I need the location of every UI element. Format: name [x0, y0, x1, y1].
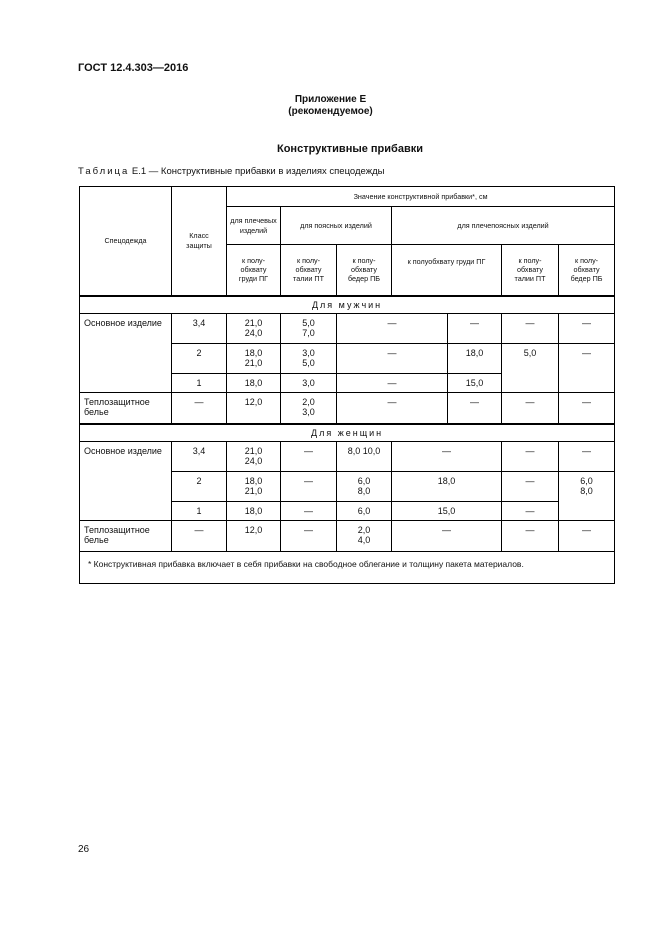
value-cell: — — [281, 472, 337, 502]
value-cell: — — [337, 374, 448, 393]
garment-cell: Основное изделие — [80, 314, 172, 393]
value-cell: — — [337, 393, 448, 424]
value-cell: — — [502, 521, 559, 552]
value-cell: — — [448, 314, 502, 344]
value-cell: — — [559, 442, 615, 472]
value-cell: 3,0 — [281, 374, 337, 393]
value-cell: — — [392, 521, 502, 552]
value-cell: 12,0 — [227, 521, 281, 552]
table-footnote: * Конструктивная прибавка включает в себя прибавки на свободное облегание и толщину пакета материалов. — [80, 552, 615, 584]
value-cell: 18,0 — [227, 502, 281, 521]
pb-header: к полу-обхвату бедер ПБ — [337, 245, 392, 296]
garment-header: Спецодежда — [80, 187, 172, 296]
value-cell: 6,0 8,0 — [337, 472, 392, 502]
pt-header-2: к полу-обхвату талии ПТ — [502, 245, 559, 296]
appendix-title: Приложение Е — [294, 94, 367, 105]
value-cell: — — [502, 314, 559, 344]
value-cell: 18,0 — [392, 472, 502, 502]
value-cell: 21,0 24,0 — [227, 442, 281, 472]
pg-wide-header: к полуобхвату груди ПГ — [392, 245, 502, 296]
value-cell: 5,0 — [502, 344, 559, 393]
value-cell: 8,0 10,0 — [337, 442, 392, 472]
value-cell: — — [559, 393, 615, 424]
value-cell: — — [337, 314, 448, 344]
value-cell: 18,0 21,0 — [227, 344, 281, 374]
table-caption: Таблица Е.1 — Конструктивные прибавки в изделиях спецодежды — [78, 166, 385, 177]
value-cell: 3,0 5,0 — [281, 344, 337, 374]
belt-header: для поясных изделий — [281, 207, 392, 245]
value-cell: 5,0 7,0 — [281, 314, 337, 344]
value-cell: 21,0 24,0 — [227, 314, 281, 344]
document-id: ГОСТ 12.4.303—2016 — [78, 62, 189, 74]
appendix-subtitle: (рекомендуемое) — [288, 106, 373, 117]
value-cell: 12,0 — [227, 393, 281, 424]
table-row — [80, 442, 615, 472]
value-cell: — — [559, 521, 615, 552]
table-row — [80, 314, 615, 344]
shoulder-header: для плечевых изделий — [227, 207, 281, 245]
value-cell: — — [281, 442, 337, 472]
value-cell: — — [559, 314, 615, 344]
value-cell: — — [502, 393, 559, 424]
value-cell: — — [502, 502, 559, 521]
table-row — [80, 521, 615, 552]
value-cell: 18,0 — [448, 344, 502, 374]
pt-header: к полу-обхвату талии ПТ — [281, 245, 337, 296]
class-cell: — — [172, 393, 227, 424]
value-cell: — — [281, 502, 337, 521]
allowances-table — [79, 186, 615, 584]
value-header: Значение конструктивной прибавки*, см — [227, 187, 615, 207]
class-cell: 1 — [172, 374, 227, 393]
value-cell: 6,0 — [337, 502, 392, 521]
garment-cell: Основное изделие — [80, 442, 172, 521]
value-cell: 15,0 — [448, 374, 502, 393]
class-cell: 1 — [172, 502, 227, 521]
value-cell: 6,0 8,0 — [559, 472, 615, 521]
value-cell: 2,0 3,0 — [281, 393, 337, 424]
pg-header: к полу-обхвату груди ПГ — [227, 245, 281, 296]
page-number: 26 — [78, 844, 90, 855]
garment-cell: Теплозащитное белье — [80, 393, 172, 424]
men-section: Для мужчин — [80, 296, 615, 314]
class-cell: 2 — [172, 472, 227, 502]
value-cell: 15,0 — [392, 502, 502, 521]
class-cell: 3,4 — [172, 442, 227, 472]
value-cell: 2,0 4,0 — [337, 521, 392, 552]
value-cell: — — [281, 521, 337, 552]
value-cell: 18,0 21,0 — [227, 472, 281, 502]
value-cell: — — [559, 344, 615, 393]
class-cell: 3,4 — [172, 314, 227, 344]
garment-cell: Теплозащитное белье — [80, 521, 172, 552]
value-cell: 18,0 — [227, 374, 281, 393]
class-cell: — — [172, 521, 227, 552]
women-section: Для женщин — [80, 424, 615, 442]
section-title: Конструктивные прибавки — [277, 143, 423, 155]
value-cell: — — [392, 442, 502, 472]
pb-header-2: к полу-обхвату бедер ПБ — [559, 245, 615, 296]
shoulder-belt-header: для плечепоясных изделий — [392, 207, 615, 245]
value-cell: — — [337, 344, 448, 374]
class-header: Класс защиты — [172, 187, 227, 296]
class-cell: 2 — [172, 344, 227, 374]
value-cell: — — [502, 472, 559, 502]
value-cell: — — [448, 393, 502, 424]
value-cell: — — [502, 442, 559, 472]
table-row — [80, 393, 615, 424]
